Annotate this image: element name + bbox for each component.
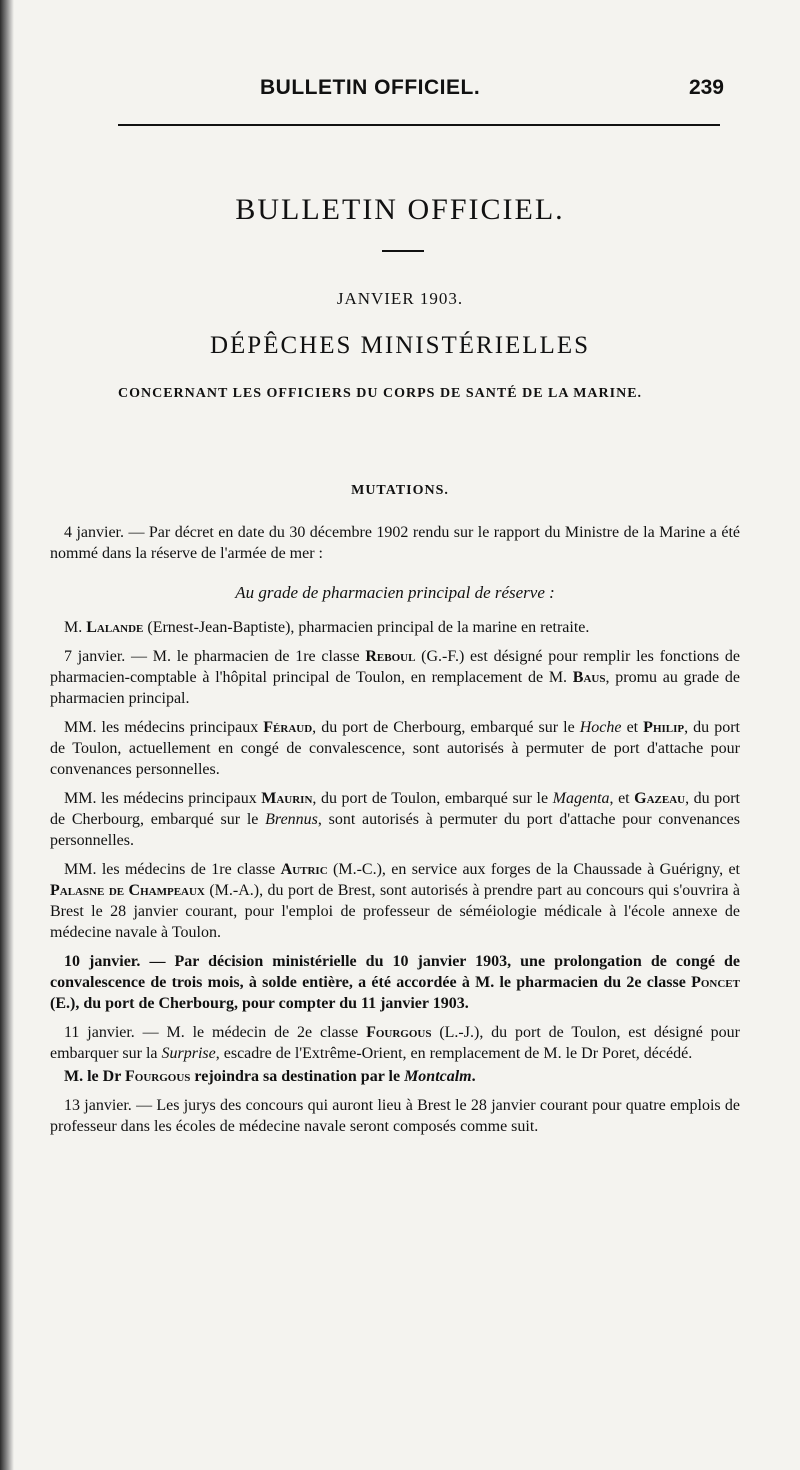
ship-name: Magenta — [552, 790, 610, 807]
paragraph-4-janvier: 4 janvier. — Par décret en date du 30 décembre 1902 rendu sur le rapport du Ministre de la Marine a été nommé dans la réserve de l'armée de mer : — [50, 524, 740, 562]
person-name: Fourgous — [125, 1068, 191, 1085]
ship-name: Surprise — [161, 1045, 216, 1062]
paragraph-lalande: M. Lalande (Ernest-Jean-Baptiste), pharmacien principal de la marine en retraite. — [64, 619, 590, 636]
person-name: Palasne de Champeaux — [50, 882, 205, 899]
grade-heading: Au grade de pharmacien principal de réserve : — [235, 583, 555, 602]
person-name: Philip — [643, 719, 685, 736]
ship-name: Brennus — [265, 811, 318, 828]
person-name: Gazeau — [634, 790, 686, 807]
mutations-subheading: MUTATIONS. — [351, 483, 449, 498]
section-title: DÉPÊCHES MINISTÉRIELLES — [209, 332, 591, 359]
paragraph-maurin-gazeau: MM. les médecins principaux Maurin, du port de Toulon, embarqué sur le Magenta, et Gazeau, du port de Cherbourg, embarqué sur le Brennus, sont autorisés à permuter du port d'attache pour convenances personnelles. — [50, 790, 741, 849]
person-name: Reboul — [365, 648, 416, 665]
header-rule — [118, 124, 720, 126]
page-number: 239 — [688, 76, 724, 99]
paragraph-fourgous-destination: M. le Dr Fourgous rejoindra sa destination par le Montcalm. — [64, 1068, 476, 1085]
person-name: Lalande — [86, 619, 144, 636]
person-name: Poncet — [691, 974, 740, 991]
paragraph-11-janvier: 11 janvier. — M. le médecin de 2e classe Fourgous (L.-J.), du port de Toulon, est désigné pour embarquer sur la Surprise, escadre de l'Extrême-Orient, en remplacement de M. le Dr Poret, décédé. — [50, 1024, 740, 1062]
person-name: Autric — [280, 861, 328, 878]
person-name: Maurin — [261, 790, 313, 807]
running-head — [120, 76, 730, 110]
ship-name: Hoche — [579, 719, 622, 736]
paragraph-autric-palasne: MM. les médecins de 1re classe Autric (M.-C.), en service aux forges de la Chaussade à Guérigny, et Palasne de Champeaux (M.-A.), du port de Brest, sont autorisés à prendre part au concours qui s'ouvrira à Brest le 28 janvier courant, pour l'emploi de professeur de séméiologie médicale à l'école annexe de médecine navale à Toulon. — [50, 861, 740, 941]
person-name: Baus — [572, 669, 606, 686]
ship-name: Montcalm — [404, 1068, 472, 1085]
section-subtitle: CONCERNANT LES OFFICIERS DU CORPS DE SANTÉ DE LA MARINE. — [118, 386, 643, 401]
paragraph-feraud-philip: MM. les médecins principaux Féraud, du port de Cherbourg, embarqué sur le Hoche et Philip, du port de Toulon, actuellement en congé de convalescence, sont autorisés à permuter de port d'attache pour convenances personnelles. — [50, 719, 740, 778]
paragraph-7-janvier: 7 janvier. — M. le pharmacien de 1re classe Reboul (G.-F.) est désigné pour remplir les fonctions de pharmacien-comptable à l'hôpital principal de Toulon, en remplacement de M. Baus, promu au grade de pharmacien principal. — [50, 648, 740, 707]
date-heading: JANVIER 1903. — [336, 289, 464, 308]
paragraph-13-janvier: 13 janvier. — Les jurys des concours qui auront lieu à Brest le 28 janvier courant pour quatre emplois de professeur dans les écoles de médecine navale seront composés comme suit. — [50, 1097, 740, 1135]
paragraph-10-janvier: 10 janvier. — Par décision ministérielle du 10 janvier 1903, une prolongation de congé de convalescence de trois mois, à solde entière, a été accordée à M. le pharmacien du 2e classe Poncet (E.), du port de Cherbourg, pour compter du 11 janvier 1903. — [50, 953, 740, 1012]
person-name: Féraud — [263, 719, 313, 736]
body-text — [50, 522, 740, 1145]
title-ornament-rule — [382, 250, 424, 252]
person-name: Fourgous — [366, 1024, 432, 1041]
main-title: BULLETIN OFFICIEL. — [235, 193, 565, 226]
running-title: BULLETIN OFFICIEL. — [260, 76, 481, 99]
